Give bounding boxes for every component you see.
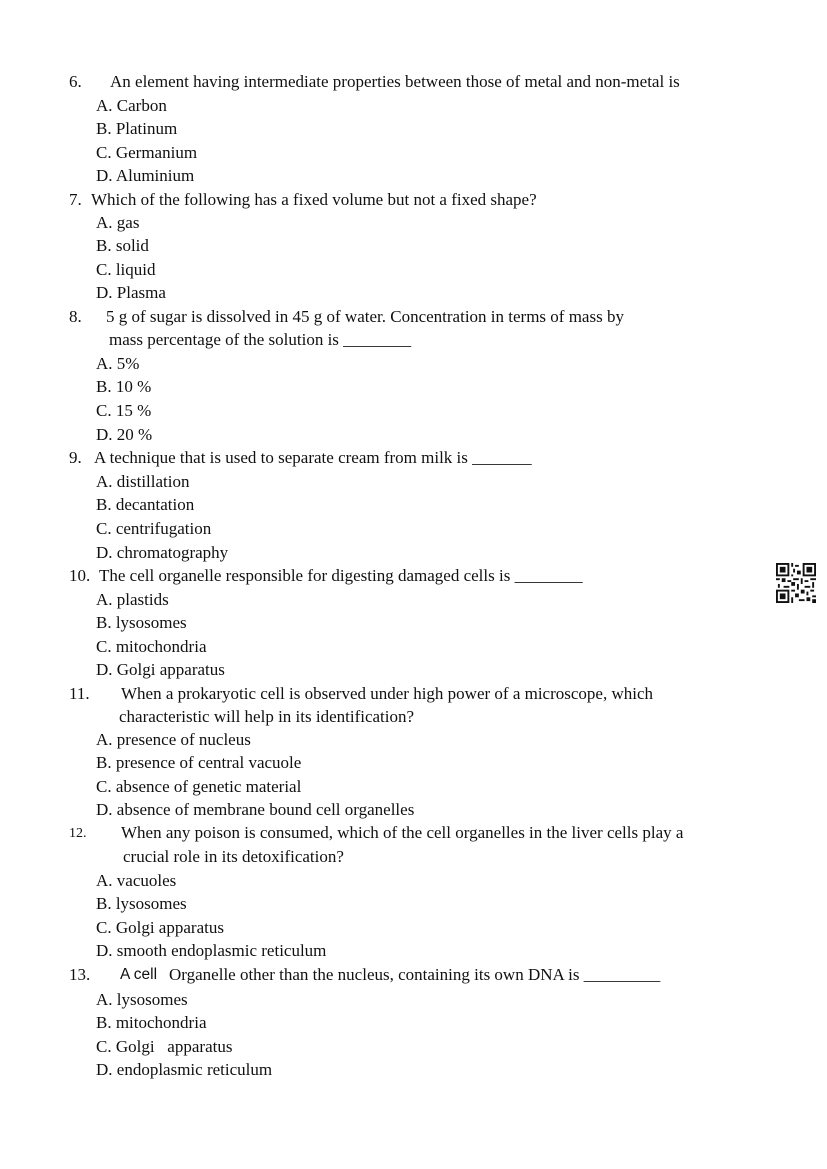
question-7-option-a: A. gas: [96, 213, 140, 232]
question-13-text: Organelle other than the nucleus, containing its own DNA is _________: [169, 965, 661, 984]
question-9-option-d: D. chromatography: [96, 543, 229, 562]
question-7-text: Which of the following has a fixed volume but not a fixed shape?: [91, 190, 537, 209]
question-11-text: When a prokaryotic cell is observed under high power of a microscope, which: [121, 684, 654, 703]
question-10-option-c: C. mitochondria: [96, 637, 207, 656]
question-12-option-d: D. smooth endoplasmic reticulum: [96, 941, 327, 960]
question-11-option-a: A. presence of nucleus: [96, 730, 251, 749]
question-6-option-d: D. Aluminium: [96, 166, 195, 185]
question-13-option-c: C. Golgi apparatus: [96, 1037, 233, 1056]
question-12-option-a: A. vacuoles: [96, 871, 177, 890]
question-12-text: When any poison is consumed, which of the cell organelles in the liver cells play a: [121, 823, 684, 842]
question-10-number: 10.: [69, 566, 91, 585]
question-8-option-c: C. 15 %: [96, 401, 152, 420]
question-13-number: 13.: [69, 965, 91, 984]
question-6-option-c: C. Germanium: [96, 143, 198, 162]
question-9-option-c: C. centrifugation: [96, 519, 212, 538]
question-9-text: A technique that is used to separate cream from milk is _______: [94, 448, 532, 467]
question-13-option-a: A. lysosomes: [96, 990, 188, 1009]
question-12-text-line2: crucial role in its detoxification?: [123, 847, 344, 866]
question-6-option-a: A. Carbon: [96, 96, 167, 115]
question-10-option-b: B. lysosomes: [96, 613, 187, 632]
question-13-option-b: B. mitochondria: [96, 1013, 207, 1032]
question-7-option-c: C. liquid: [96, 260, 156, 279]
question-12-number: 12.: [69, 826, 87, 841]
question-6-text: An element having intermediate properties between those of metal and non-metal is: [110, 72, 680, 91]
question-12-option-b: B. lysosomes: [96, 894, 187, 913]
question-9-number: 9.: [69, 448, 82, 467]
question-9-option-a: A. distillation: [96, 472, 190, 491]
question-7-option-d: D. Plasma: [96, 283, 166, 302]
question-8-text: 5 g of sugar is dissolved in 45 g of water. Concentration in terms of mass by: [106, 307, 624, 326]
question-11-text-line2: characteristic will help in its identification?: [119, 707, 415, 726]
question-8-option-a: A. 5%: [96, 354, 140, 373]
question-11-number: 11.: [69, 684, 90, 703]
question-8-option-d: D. 20 %: [96, 425, 153, 444]
qr-code-icon: [776, 563, 816, 603]
question-13-text-prefix: A cell: [120, 966, 158, 983]
question-7-number: 7.: [69, 190, 82, 209]
question-11-option-b: B. presence of central vacuole: [96, 753, 302, 772]
question-11-option-c: C. absence of genetic material: [96, 777, 302, 796]
question-10-option-a: A. plastids: [96, 590, 169, 609]
question-13-option-d: D. endoplasmic reticulum: [96, 1060, 273, 1079]
question-11-option-d: D. absence of membrane bound cell organelles: [96, 800, 415, 819]
question-12-option-c: C. Golgi apparatus: [96, 918, 224, 937]
question-8-option-b: B. 10 %: [96, 377, 152, 396]
question-9-option-b: B. decantation: [96, 495, 195, 514]
question-10-text: The cell organelle responsible for digesting damaged cells is ________: [99, 566, 583, 585]
question-8-text-line2: mass percentage of the solution is ________: [109, 330, 412, 349]
question-6-number: 6.: [69, 72, 82, 91]
question-7-option-b: B. solid: [96, 236, 149, 255]
question-8-number: 8.: [69, 307, 82, 326]
question-6-option-b: B. Platinum: [96, 119, 178, 138]
question-10-option-d: D. Golgi apparatus: [96, 660, 225, 679]
